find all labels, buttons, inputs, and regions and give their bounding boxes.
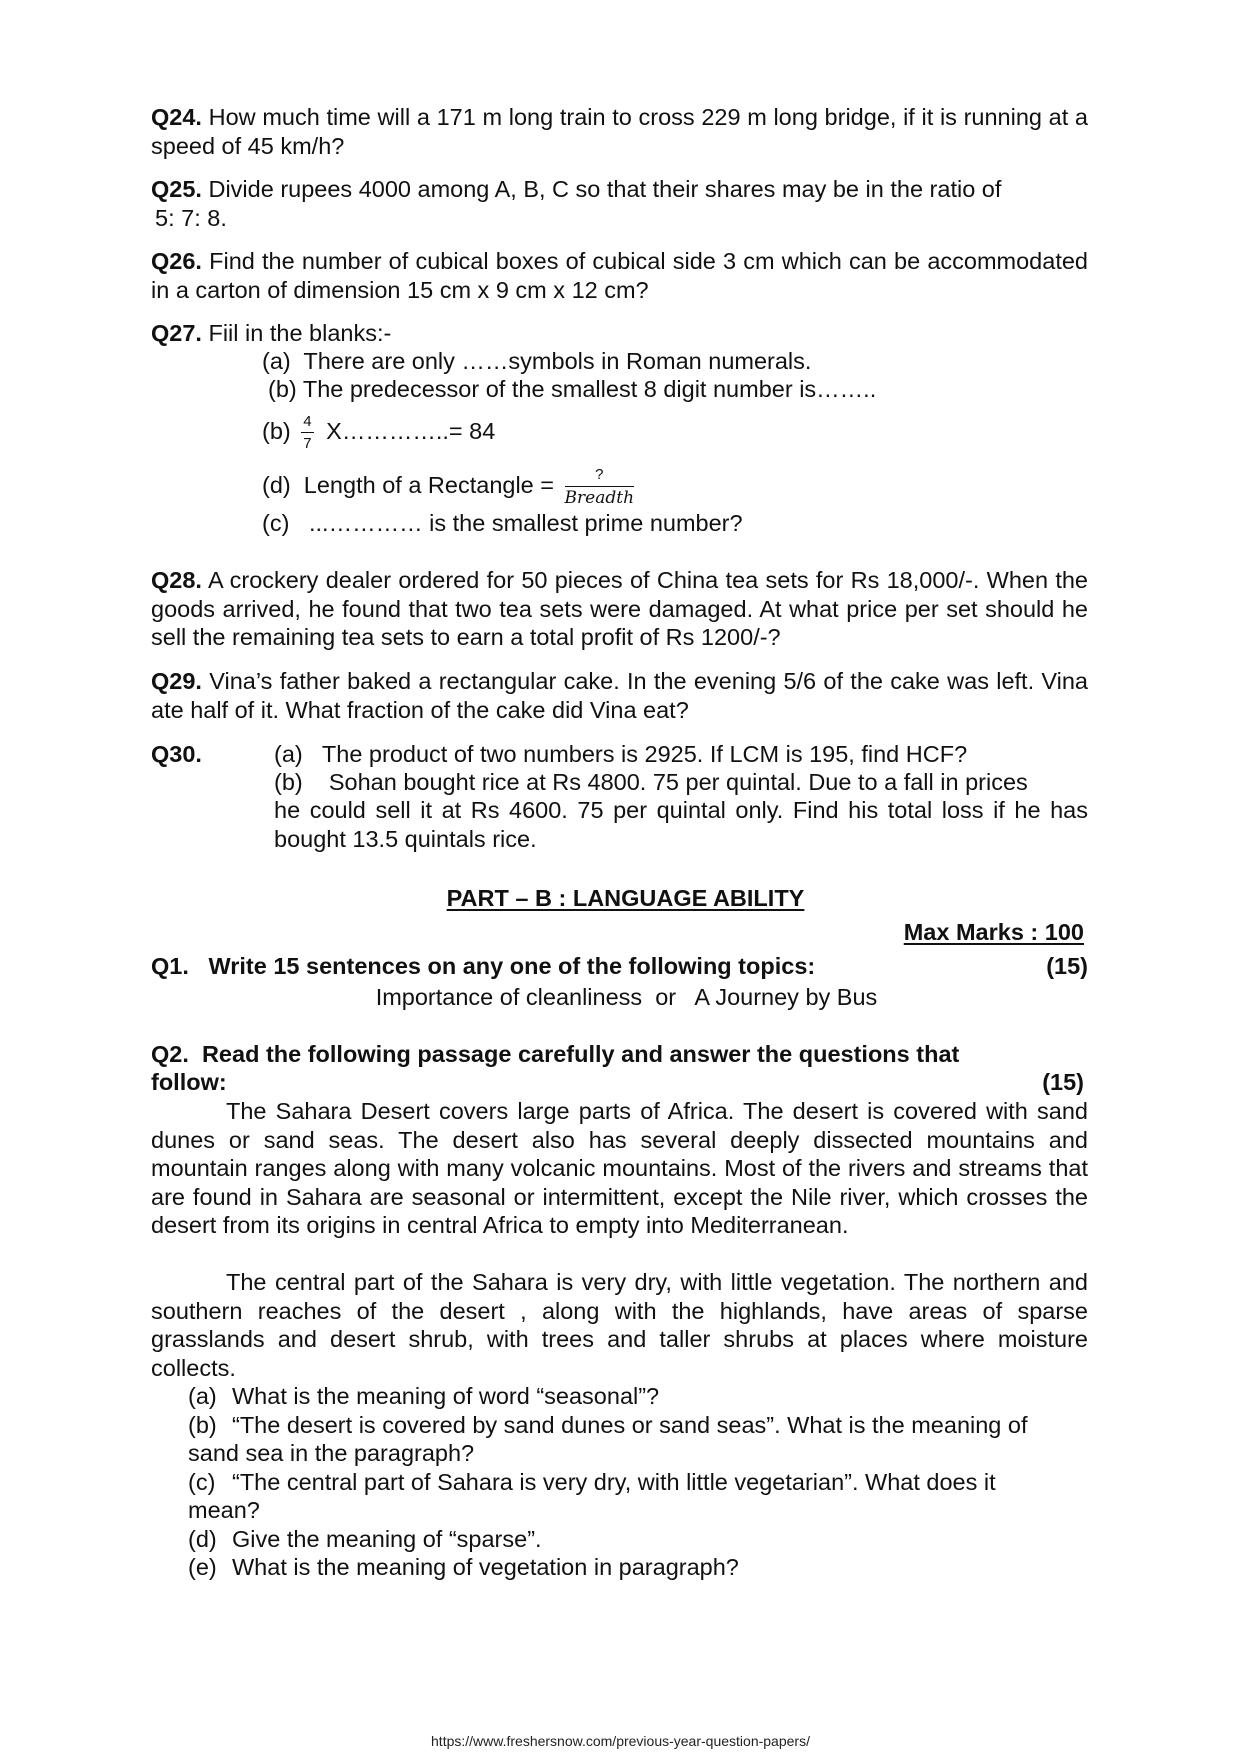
lang-question-2-cont <box>151 1068 227 1097</box>
question-text: Read the following passage carefully and answer the questions that <box>201 1041 960 1067</box>
fraction-denominator: 7 <box>303 435 312 453</box>
question-24 <box>151 103 1088 160</box>
item-label: (b) <box>268 376 297 402</box>
blank-item-c <box>262 509 743 538</box>
question-text: How much time will a 171 m long train to cross 229 m long bridge, if it is running at a speed of 45 km/h? <box>151 104 1089 159</box>
question-text: Write 15 sentences on any one of the following topics: <box>208 953 816 979</box>
question-text: follow: <box>151 1069 227 1095</box>
item-label: (d) <box>188 1525 217 1552</box>
item-label: (e) <box>188 1554 217 1580</box>
section-title: PART – B : LANGUAGE ABILITY <box>446 885 805 911</box>
footer-url: https://www.freshersnow.com/previous-year-question-papers/ <box>431 1733 810 1749</box>
item-label: (c) <box>188 1468 216 1495</box>
question-number: Q28. <box>151 567 202 593</box>
passage-paragraph-1: The Sahara Desert covers large parts of Africa. The desert is covered with sand dunes or sand seas. The desert also has several deeply dissected mountains and mountain ranges along with many volcanic mountains. Most of the rivers and streams that are found in Sahara are seasonal or intermittent, except the Nile river, which crosses the desert from its origins in central Africa to empty into Mediterranean. <box>151 1098 1088 1238</box>
question-30-b <box>274 768 1028 797</box>
item-label: (c) <box>262 510 290 536</box>
question-number: Q30. <box>151 741 202 767</box>
item-text: Give the meaning of “sparse”. <box>232 1525 542 1552</box>
q1-marks <box>1046 952 1088 981</box>
part-b-heading <box>0 884 1241 913</box>
question-text: Fiil in the blanks:- <box>208 320 392 346</box>
question-number: Q29. <box>151 668 202 694</box>
item-text: What is the meaning of vegetation in paragraph? <box>232 1554 739 1580</box>
question-27 <box>151 319 1088 348</box>
max-marks-text: Max Marks : 100 <box>903 919 1084 945</box>
fraction-denominator: Breadth <box>564 487 635 508</box>
item-text: Length of a Rectangle = <box>303 472 555 498</box>
comprehension-question <box>188 1382 1088 1411</box>
lang-question-2 <box>151 1040 959 1069</box>
question-30-b-continued <box>274 796 1088 853</box>
question-number: Q26. <box>151 248 202 274</box>
item-label: (a) <box>262 348 291 374</box>
blank-item-a <box>262 347 811 376</box>
question-text: Find the number of cubical boxes of cubical side 3 cm which can be accommodated in a carton of dimension 15 cm x 9 cm x 12 cm? <box>151 248 1088 303</box>
item-label: (a) <box>274 741 303 767</box>
comprehension-questions <box>188 1382 1088 1582</box>
item-text: he could sell it at Rs 4600. 75 per quintal only. Find his total loss if he has bought 13.5 quintals rice. <box>274 797 1088 852</box>
fraction <box>301 414 313 451</box>
item-text: ...………… is the smallest prime number? <box>309 510 743 536</box>
question-text: A crockery dealer ordered for 50 pieces of China tea sets for Rs 18,000/-. When the goods arrived, he found that two tea sets were damaged. At what price per set should he sell the remaining tea sets to earn a total profit of Rs 1200/-? <box>151 567 1089 650</box>
max-marks <box>904 918 1084 947</box>
item-label: (a) <box>188 1383 217 1409</box>
item-label: (b) <box>188 1411 217 1438</box>
blank-item-b1 <box>268 375 876 404</box>
question-number: Q25. <box>151 176 202 202</box>
item-text: The predecessor of the smallest 8 digit number is…….. <box>302 376 877 402</box>
item-text: There are only ……symbols in Roman numerals. <box>303 348 812 374</box>
passage-paragraph-2: The central part of the Sahara is very dry, with little vegetation. The northern and southern reaches of the desert , along with the highlands, have areas of sparse grasslands and desert shrub, with trees and taller shrubs at places where moisture collects. <box>151 1269 1088 1381</box>
question-30-number <box>151 740 202 769</box>
ratio-text: 5: 7: 8. <box>155 204 227 231</box>
marks-text: (15) <box>1046 953 1088 979</box>
question-number: Q27. <box>151 320 202 346</box>
item-text: The product of two numbers is 2925. If LCM is 195, find HCF? <box>321 741 968 767</box>
marks-text: (15) <box>1042 1069 1084 1095</box>
question-25 <box>151 175 1088 232</box>
question-text: Vina’s father baked a rectangular cake. In the evening 5/6 of the cake was left. Vina ate half of it. What fraction of the cake did Vina eat? <box>151 668 1089 723</box>
comprehension-question <box>188 1468 1068 1525</box>
item-text: “The desert is covered by sand dunes or sand seas”. What is the meaning of sand sea in the paragraph? <box>188 1411 1028 1466</box>
fraction-numerator: 4 <box>301 414 313 433</box>
question-26 <box>151 247 1088 304</box>
item-label: (b) <box>262 418 291 444</box>
question-28 <box>151 566 1088 652</box>
item-text: “The central part of Sahara is very dry, with little vegetarian”. What does it mean? <box>188 1468 996 1523</box>
question-number: Q2. <box>151 1041 189 1067</box>
item-text: X…………..= 84 <box>326 418 496 444</box>
question-text: Divide rupees 4000 among A, B, C so that their shares may be in the ratio of <box>208 176 1002 202</box>
question-29 <box>151 667 1088 724</box>
item-text: Sohan bought rice at Rs 4800. 75 per quintal. Due to a fall in prices <box>328 769 1028 795</box>
question-number: Q24. <box>151 104 202 130</box>
blank-item-d <box>262 455 640 515</box>
blank-item-b2 <box>262 404 495 458</box>
item-label: (b) <box>274 769 303 795</box>
q1-topics <box>0 983 1241 1012</box>
comprehension-question <box>188 1411 1078 1468</box>
item-text: What is the meaning of word “seasonal”? <box>232 1383 660 1409</box>
q2-marks <box>1042 1068 1084 1097</box>
topics-text: Importance of cleanliness or A Journey by Bus <box>375 984 878 1010</box>
fraction <box>565 467 634 507</box>
comprehension-question <box>188 1525 1088 1554</box>
fraction-numerator: ? <box>565 467 634 487</box>
lang-question-1 <box>151 952 815 981</box>
item-label: (d) <box>262 472 291 498</box>
question-number: Q1. <box>151 953 189 979</box>
question-30-a <box>274 740 967 769</box>
comprehension-question <box>188 1553 1088 1582</box>
